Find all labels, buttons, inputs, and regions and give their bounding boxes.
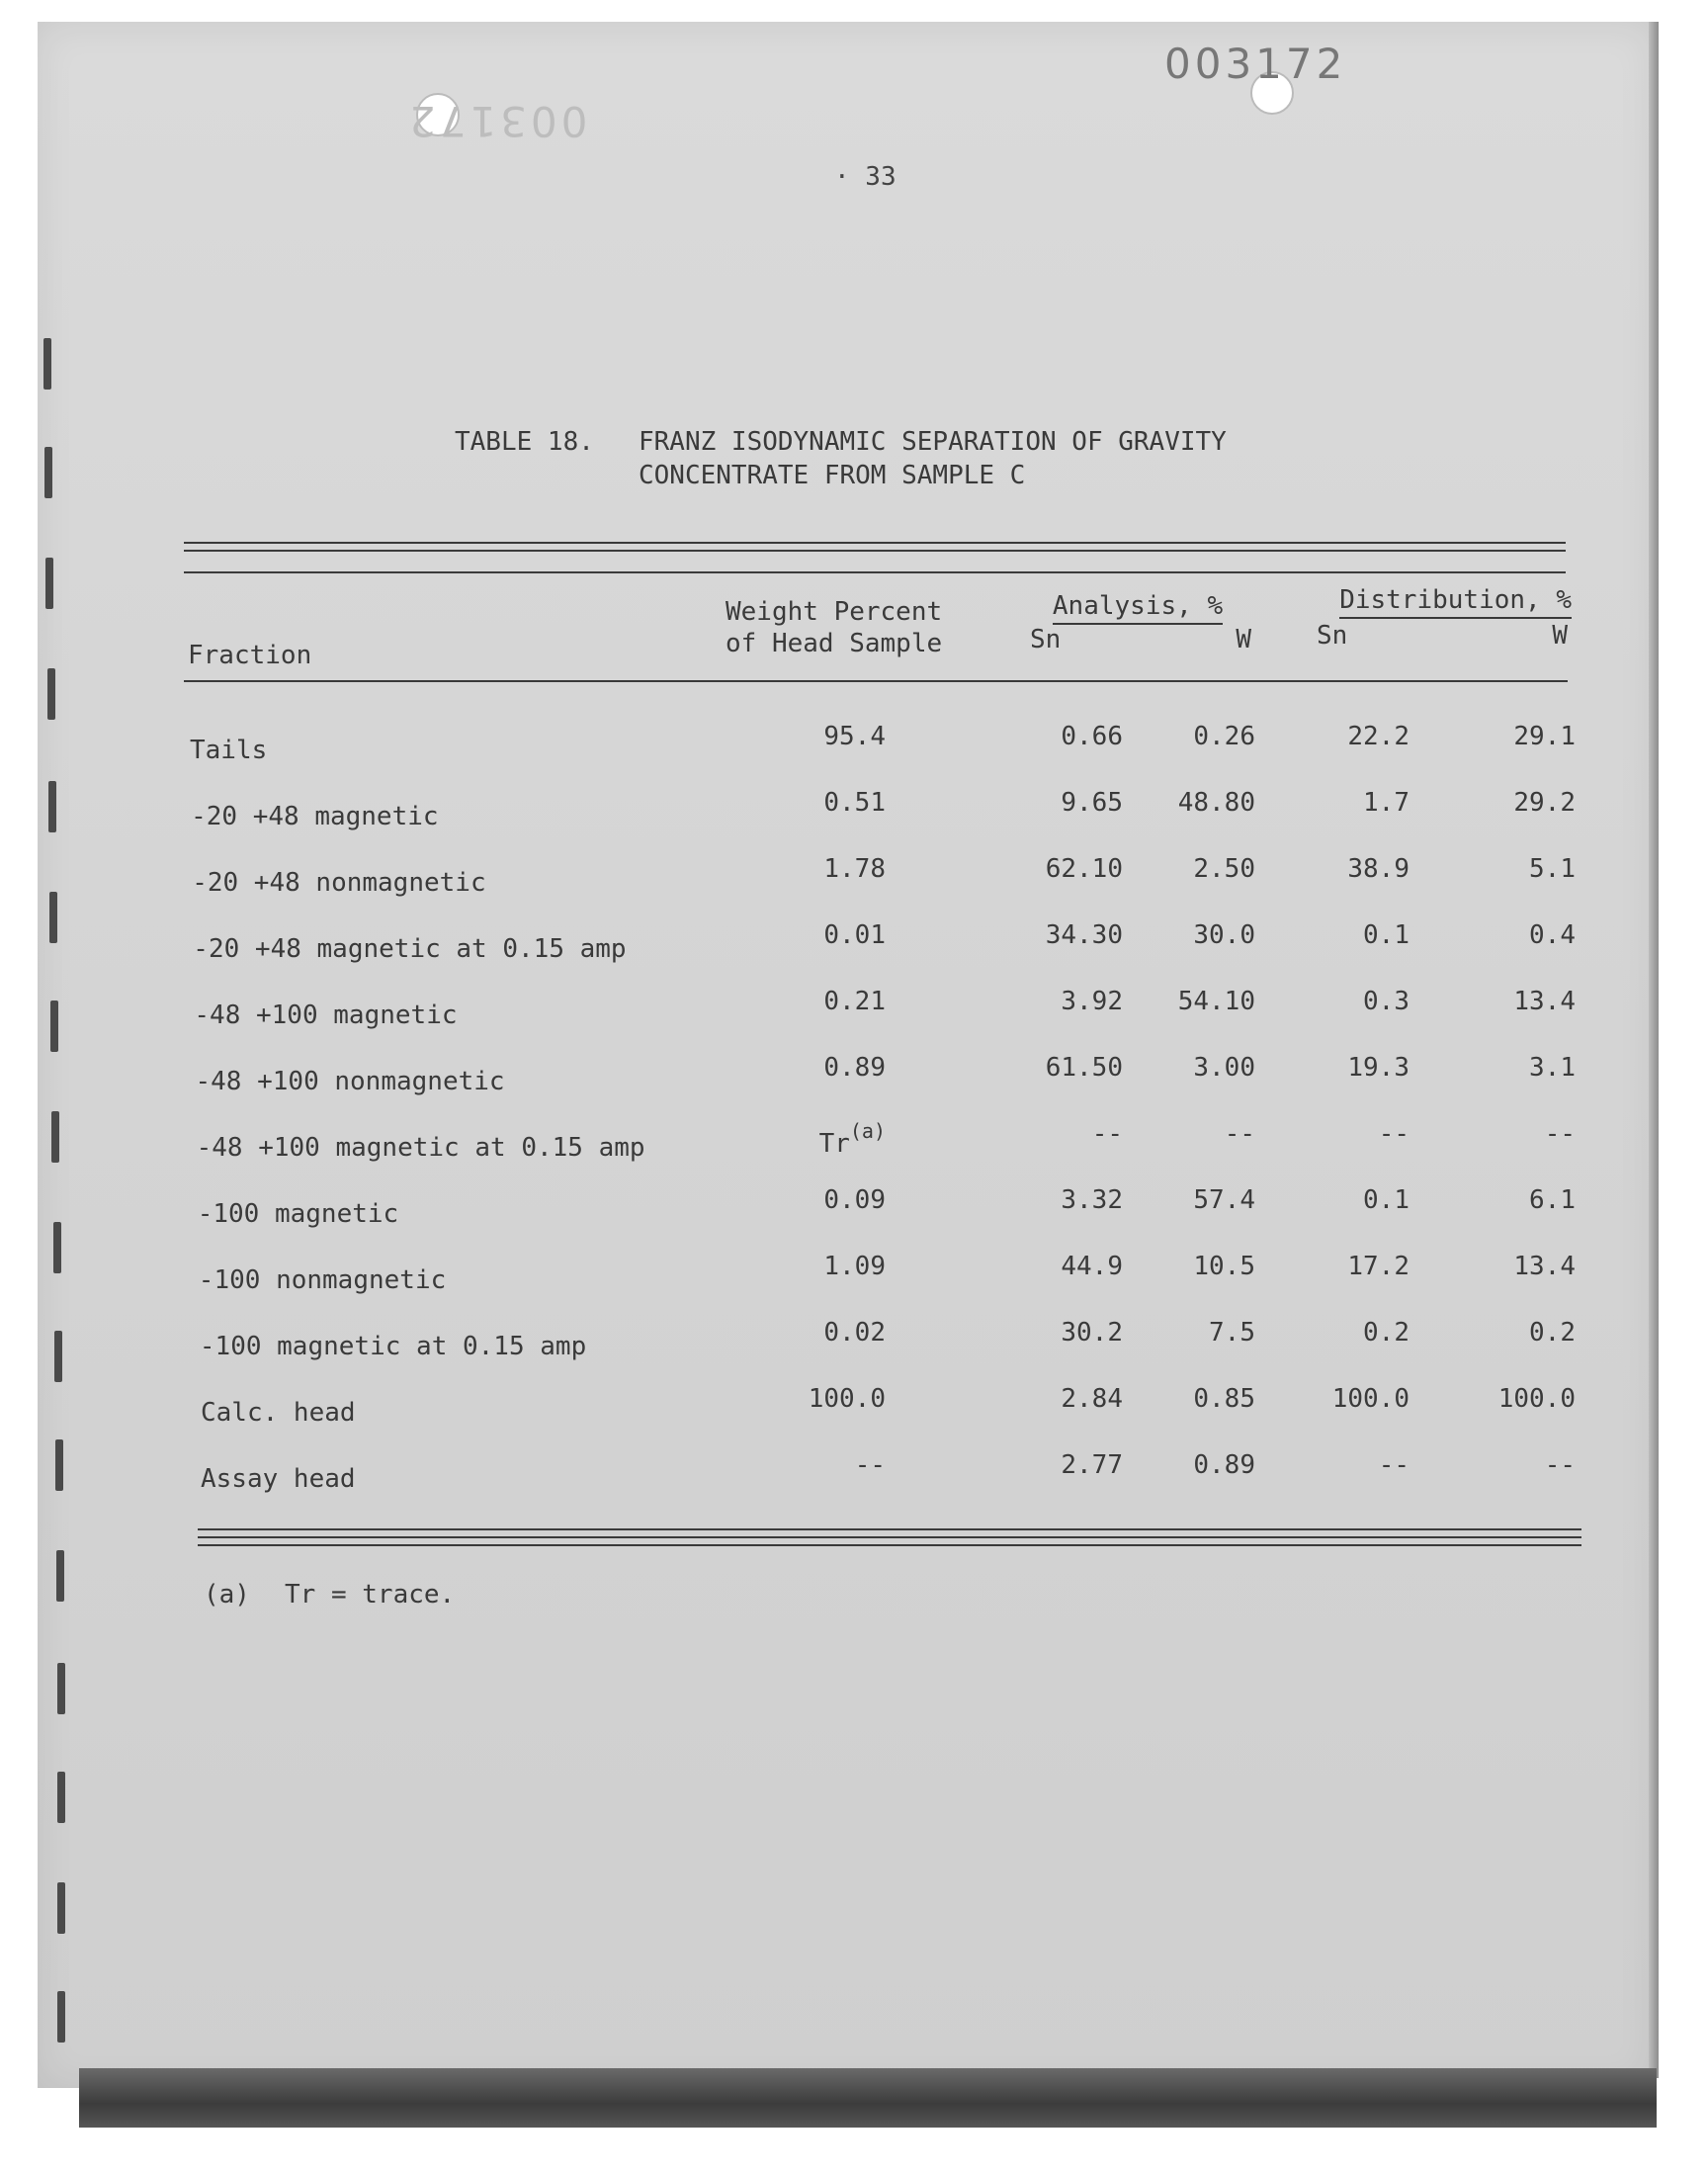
cell-analysis-w-value: 57.4 [1193, 1185, 1255, 1215]
cell-fraction: -48 +100 magnetic at 0.15 amp [196, 1133, 645, 1163]
cell-fraction: -100 magnetic [197, 1199, 399, 1229]
cell-distribution-w [1461, 1252, 1576, 1281]
cell-distribution-w [1461, 788, 1576, 818]
cell-analysis-w [1147, 788, 1255, 818]
cell-analysis-w [1147, 1384, 1255, 1414]
cell-analysis-w [1147, 722, 1255, 751]
scan-bottom-band [79, 2068, 1657, 2128]
cell-analysis-sn-value: 3.92 [1061, 987, 1123, 1016]
cell-distribution-w-value: 29.2 [1513, 788, 1576, 818]
binder-mark [57, 1772, 65, 1823]
cell-weight [807, 1053, 886, 1083]
table-bottom-rule-1 [198, 1528, 1581, 1530]
header-weight-line2: of Head Sample [726, 629, 943, 658]
table-label: TABLE 18. [455, 427, 594, 457]
cell-analysis-w-value: 0.89 [1193, 1450, 1255, 1480]
cell-weight [807, 1252, 886, 1281]
cell-distribution-w [1461, 1450, 1576, 1480]
header-analysis-sn: Sn [1030, 625, 1062, 654]
cell-analysis-w-value: 2.50 [1193, 854, 1255, 884]
binder-mark [55, 1439, 63, 1491]
cell-analysis-sn-value: 61.50 [1045, 1053, 1123, 1083]
cell-distribution-sn [1301, 788, 1409, 818]
cell-weight [807, 920, 886, 950]
cell-distribution-w [1461, 1119, 1576, 1149]
binder-mark [43, 338, 51, 390]
cell-distribution-sn [1301, 1053, 1409, 1083]
cell-distribution-sn [1301, 1450, 1409, 1480]
cell-analysis-w-value: 7.5 [1209, 1318, 1255, 1348]
cell-distribution-sn-value: 38.9 [1347, 854, 1409, 884]
table-top-rule-1 [184, 542, 1566, 544]
cell-weight-value: 0.02 [823, 1318, 886, 1348]
cell-weight-value: 0.09 [823, 1185, 886, 1215]
cell-distribution-sn-value: 19.3 [1347, 1053, 1409, 1083]
page-number: · 33 [834, 162, 897, 192]
page-edge-shadow [1649, 22, 1659, 2078]
header-distribution-label: Distribution, % [1339, 585, 1572, 619]
cell-analysis-sn [1018, 854, 1123, 884]
cell-distribution-sn [1301, 854, 1409, 884]
cell-analysis-sn-value: -- [1091, 1119, 1123, 1149]
header-analysis-label: Analysis, % [1053, 591, 1223, 625]
cell-analysis-sn-value: 44.9 [1061, 1252, 1123, 1281]
cell-distribution-sn [1301, 1384, 1409, 1414]
binder-mark [48, 781, 56, 832]
table-top-rule-3 [184, 571, 1566, 573]
cell-analysis-sn-value: 30.2 [1061, 1318, 1123, 1348]
footnote-mark: (a) [204, 1580, 250, 1610]
cell-distribution-w-value: 13.4 [1513, 987, 1576, 1016]
cell-distribution-w-value: 6.1 [1529, 1185, 1576, 1215]
cell-analysis-w-value: -- [1224, 1119, 1255, 1149]
cell-distribution-w-value: -- [1544, 1450, 1576, 1480]
cell-distribution-sn [1301, 1252, 1409, 1281]
cell-distribution-w-value: 5.1 [1529, 854, 1576, 884]
binder-mark [56, 1550, 64, 1602]
header-distribution-w: W [1552, 621, 1568, 651]
cell-fraction: -20 +48 nonmagnetic [192, 868, 486, 898]
cell-distribution-sn-value: 0.1 [1363, 1185, 1409, 1215]
cell-distribution-sn [1301, 1119, 1409, 1149]
cell-fraction: -48 +100 nonmagnetic [195, 1067, 505, 1096]
cell-distribution-w [1461, 1384, 1576, 1414]
cell-distribution-sn-value: 100.0 [1331, 1384, 1409, 1414]
cell-distribution-sn-value: 1.7 [1363, 788, 1409, 818]
cell-weight [807, 987, 886, 1016]
cell-analysis-w [1147, 1450, 1255, 1480]
cell-distribution-sn [1301, 987, 1409, 1016]
cell-weight-value: 0.21 [823, 987, 886, 1016]
table-header-rule [184, 680, 1568, 682]
cell-distribution-w [1461, 920, 1576, 950]
cell-weight [807, 1384, 886, 1414]
cell-distribution-sn [1301, 1185, 1409, 1215]
document-stamp-ghost: 003172 [405, 97, 588, 145]
cell-distribution-w [1461, 854, 1576, 884]
cell-distribution-w [1461, 1053, 1576, 1083]
header-weight-line1: Weight Percent [726, 597, 943, 627]
table-title-line1: FRANZ ISODYNAMIC SEPARATION OF GRAVITY [639, 427, 1227, 457]
cell-analysis-w-value: 3.00 [1193, 1053, 1255, 1083]
cell-analysis-sn-value: 2.77 [1061, 1450, 1123, 1480]
binder-mark [57, 1882, 65, 1934]
cell-analysis-sn-value: 3.32 [1061, 1185, 1123, 1215]
header-analysis-w: W [1236, 625, 1251, 654]
cell-distribution-w-value: 0.4 [1529, 920, 1576, 950]
cell-distribution-w-value: -- [1544, 1119, 1576, 1149]
cell-distribution-w [1461, 1318, 1576, 1348]
binder-mark [51, 1111, 59, 1163]
cell-weight [807, 1450, 886, 1480]
cell-weight [807, 1119, 886, 1159]
cell-analysis-sn [1018, 987, 1123, 1016]
table-top-rule-2 [184, 550, 1566, 552]
header-distribution-sn: Sn [1317, 621, 1348, 651]
cell-distribution-sn [1301, 722, 1409, 751]
cell-weight [807, 1185, 886, 1215]
cell-distribution-sn-value: 17.2 [1347, 1252, 1409, 1281]
binder-mark [50, 1000, 58, 1052]
cell-analysis-sn [1018, 722, 1123, 751]
cell-analysis-w [1147, 1119, 1255, 1149]
cell-distribution-w-value: 13.4 [1513, 1252, 1576, 1281]
cell-distribution-sn-value: 0.3 [1363, 987, 1409, 1016]
cell-weight [807, 788, 886, 818]
cell-analysis-sn [1018, 1185, 1123, 1215]
cell-weight-value: 0.89 [823, 1053, 886, 1083]
cell-weight [807, 854, 886, 884]
cell-fraction: -100 magnetic at 0.15 amp [199, 1332, 587, 1361]
cell-weight-value: -- [854, 1450, 886, 1480]
cell-weight [807, 722, 886, 751]
cell-distribution-w [1461, 1185, 1576, 1215]
cell-analysis-w-value: 48.80 [1177, 788, 1255, 818]
table-bottom-rule-3 [198, 1544, 1581, 1546]
cell-analysis-w [1147, 920, 1255, 950]
cell-analysis-sn-value: 62.10 [1045, 854, 1123, 884]
footnote-reference: (a) [849, 1119, 886, 1143]
cell-analysis-sn [1018, 920, 1123, 950]
cell-analysis-sn-value: 9.65 [1061, 788, 1123, 818]
table-title [455, 425, 1227, 492]
header-distribution [1313, 585, 1572, 615]
cell-fraction: Assay head [201, 1464, 356, 1494]
cell-analysis-sn-value: 34.30 [1045, 920, 1123, 950]
cell-weight-value: 100.0 [808, 1384, 886, 1414]
cell-analysis-w-value: 30.0 [1193, 920, 1255, 950]
binder-mark [44, 447, 52, 498]
cell-weight-value: 1.78 [823, 854, 886, 884]
cell-analysis-sn [1018, 1053, 1123, 1083]
cell-analysis-w [1147, 1318, 1255, 1348]
cell-analysis-sn [1018, 1252, 1123, 1281]
binder-mark [45, 558, 53, 609]
cell-weight-value: 95.4 [823, 722, 886, 751]
cell-analysis-w [1147, 854, 1255, 884]
cell-weight-value: 0.01 [823, 920, 886, 950]
cell-distribution-w-value: 3.1 [1529, 1053, 1576, 1083]
header-analysis [1028, 591, 1247, 621]
cell-distribution-sn-value: -- [1378, 1119, 1409, 1149]
cell-analysis-w [1147, 987, 1255, 1016]
cell-analysis-w [1147, 1185, 1255, 1215]
cell-analysis-w-value: 10.5 [1193, 1252, 1255, 1281]
cell-distribution-w-value: 29.1 [1513, 722, 1576, 751]
cell-fraction: Calc. head [201, 1398, 356, 1428]
cell-distribution-w [1461, 987, 1576, 1016]
cell-analysis-w-value: 0.26 [1193, 722, 1255, 751]
cell-weight-value: 1.09 [823, 1252, 886, 1281]
cell-analysis-sn [1018, 1384, 1123, 1414]
binder-mark [47, 668, 55, 720]
cell-analysis-w-value: 0.85 [1193, 1384, 1255, 1414]
cell-analysis-w-value: 54.10 [1177, 987, 1255, 1016]
cell-distribution-sn-value: -- [1378, 1450, 1409, 1480]
cell-analysis-sn [1018, 1318, 1123, 1348]
cell-analysis-sn-value: 2.84 [1061, 1384, 1123, 1414]
cell-distribution-sn-value: 0.2 [1363, 1318, 1409, 1348]
table-footnote [204, 1580, 455, 1610]
cell-fraction: -20 +48 magnetic at 0.15 amp [193, 934, 627, 964]
cell-distribution-sn [1301, 1318, 1409, 1348]
cell-distribution-sn-value: 22.2 [1347, 722, 1409, 751]
cell-distribution-sn [1301, 920, 1409, 950]
cell-analysis-sn [1018, 788, 1123, 818]
binder-mark [54, 1331, 62, 1382]
cell-distribution-w-value: 100.0 [1497, 1384, 1576, 1414]
cell-analysis-w [1147, 1252, 1255, 1281]
cell-analysis-sn-value: 0.66 [1061, 722, 1123, 751]
cell-analysis-w [1147, 1053, 1255, 1083]
cell-fraction: Tails [190, 736, 268, 765]
binder-mark [57, 1991, 65, 2043]
table-bottom-rule-2 [198, 1536, 1581, 1538]
cell-distribution-sn-value: 0.1 [1363, 920, 1409, 950]
cell-fraction: -48 +100 magnetic [194, 1000, 458, 1030]
footnote-text: Tr = trace. [285, 1580, 456, 1610]
header-fraction: Fraction [188, 641, 312, 670]
binder-mark [49, 892, 57, 943]
cell-distribution-w [1461, 722, 1576, 751]
binder-mark [53, 1222, 61, 1273]
table-title-line2: CONCENTRATE FROM SAMPLE C [639, 461, 1026, 490]
document-stamp-number: 003172 [1164, 40, 1347, 88]
cell-weight [807, 1318, 886, 1348]
cell-analysis-sn [1018, 1119, 1123, 1149]
cell-fraction: -20 +48 magnetic [191, 802, 439, 831]
cell-distribution-w-value: 0.2 [1529, 1318, 1576, 1348]
cell-weight-value: Tr [818, 1129, 850, 1159]
cell-fraction: -100 nonmagnetic [198, 1265, 447, 1295]
cell-weight-value: 0.51 [823, 788, 886, 818]
cell-analysis-sn [1018, 1450, 1123, 1480]
binder-mark [57, 1663, 65, 1714]
